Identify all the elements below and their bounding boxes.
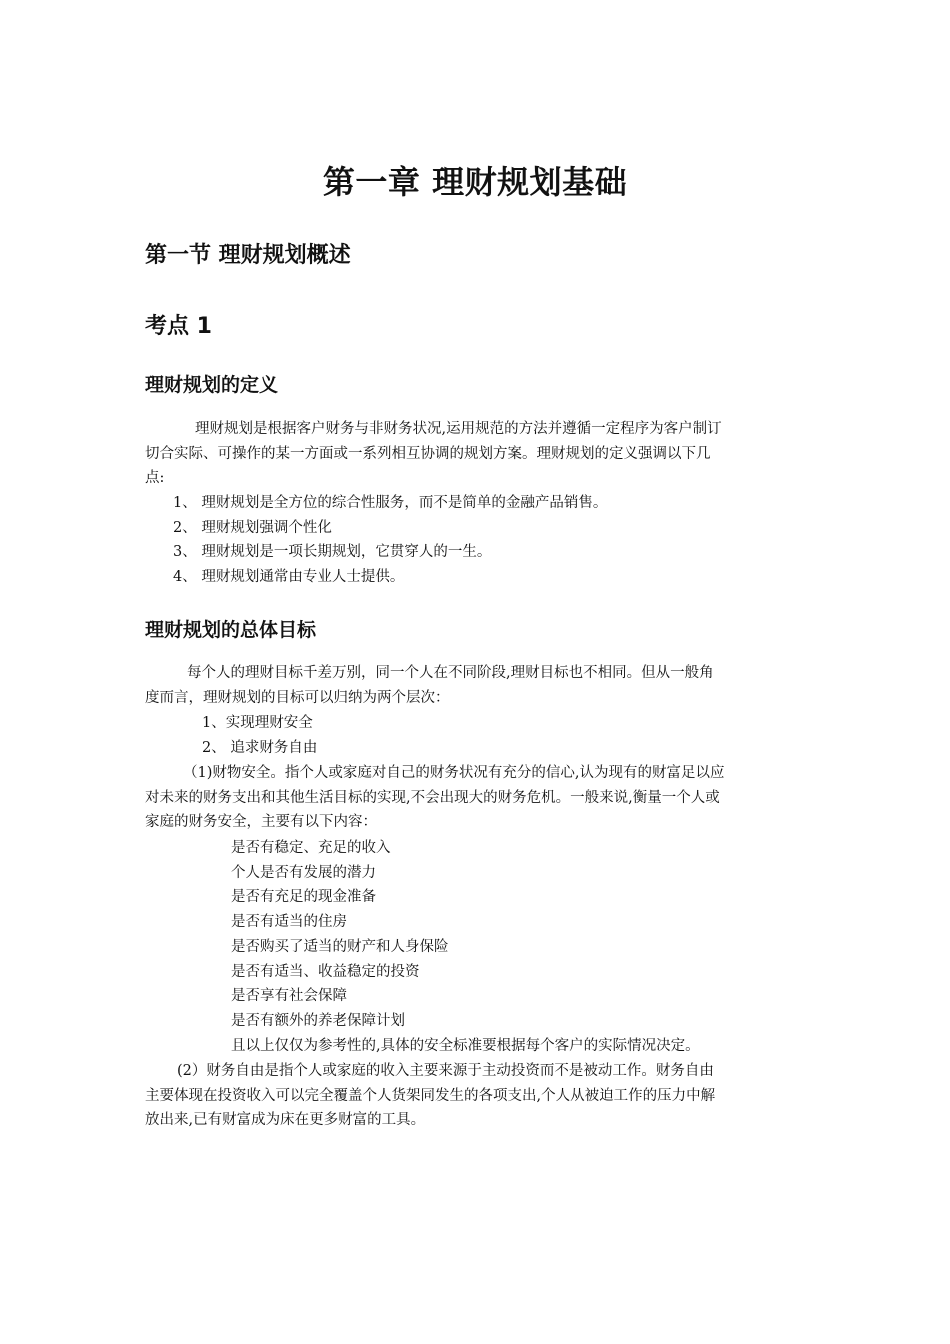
definition-paragraph (145, 417, 807, 491)
definition-heading: 理财规划的定义 (145, 374, 279, 396)
goals-levels-list (145, 711, 864, 760)
list-item: 是否有充足的现金准备 (231, 889, 376, 906)
list-item: 是否有适当、收益稳定的投资 (231, 963, 420, 980)
list-item: 个人是否有发展的潜力 (231, 864, 376, 881)
freedom-line-2: 主要体现在投资收入可以完全覆盖个人货架同发生的各项支出,个人从被迫工作的压力中解 (145, 1087, 716, 1104)
definition-points-list (145, 491, 835, 590)
point-title: 考点 1 (145, 314, 212, 339)
list-item: 是否有额外的养老保障计划 (231, 1012, 405, 1029)
freedom-paragraph (145, 1059, 807, 1133)
safety-line-1: （1)财物安全。指个人或家庭对自己的财务状况有充分的信心,认为现有的财富足以应 (183, 765, 725, 781)
list-item: 1、实现理财安全 (202, 715, 313, 731)
safety-line-3: 家庭的财务安全，主要有以下内容： (145, 814, 377, 831)
safety-items-list (145, 836, 893, 1058)
goals-intro (145, 661, 807, 710)
goals-line-2: 度而言，理财规划的目标可以归纳为两个层次： (145, 689, 450, 706)
definition-line-2: 切合实际、可操作的某一方面或一系列相互协调的规划方案。理财规划的定义强调以下几 (145, 445, 711, 462)
safety-line-2: 对未来的财务支出和其他生活目标的实现,不会出现大的财务危机。一般来说,衡量一个人或 (145, 789, 720, 806)
safety-paragraph (145, 761, 807, 835)
list-item: 1、 理财规划是全方位的综合性服务，而不是简单的金融产品销售。 (173, 495, 608, 511)
list-item: 是否有稳定、充足的收入 (231, 840, 391, 856)
list-item: 是否购买了适当的财产和人身保险 (231, 938, 449, 955)
list-item: 是否有适当的住房 (231, 914, 347, 931)
section-title: 第一节 理财规划概述 (145, 243, 351, 268)
list-item: 2、 追求财务自由 (202, 739, 318, 756)
goals-line-1: 每个人的理财目标千差万别，同一个人在不同阶段,理财目标也不相同。但从一般角 (187, 665, 714, 681)
freedom-line-3: 放出来,已有财富成为床在更多财富的工具。 (145, 1112, 426, 1129)
goals-heading: 理财规划的总体目标 (145, 619, 317, 641)
definition-line-3: 点: (145, 470, 165, 487)
list-item: 且以上仅仅为参考性的,具体的安全标准要根据每个客户的实际情况决定。 (231, 1037, 700, 1054)
chapter-title: 第一章 理财规划基础 (322, 163, 628, 201)
list-item: 3、 理财规划是一项长期规划，它贯穿人的一生。 (173, 544, 492, 561)
list-item: 2、 理财规划强调个性化 (173, 519, 332, 536)
freedom-line-1: (2）财务自由是指个人或家庭的收入主要来源于主动投资而不是被动工作。财务自由 (177, 1063, 714, 1079)
list-item: 4、 理财规划通常由专业人士提供。 (173, 569, 405, 586)
definition-line-1: 理财规划是根据客户财务与非财务状况,运用规范的方法并遵循一定程序为客户制订 (195, 421, 722, 437)
list-item: 是否享有社会保障 (231, 988, 347, 1005)
